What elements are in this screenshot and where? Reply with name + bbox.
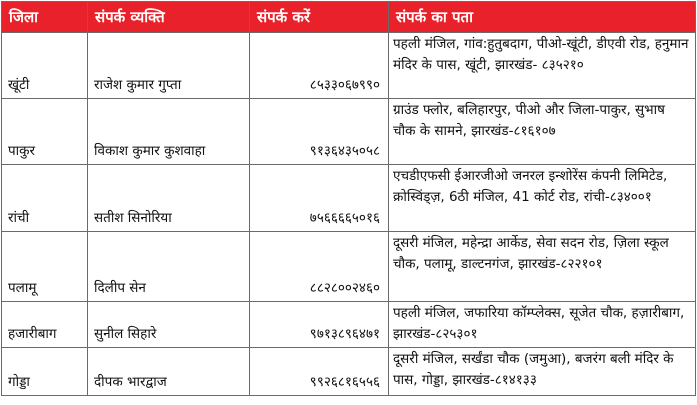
contact-person-cell: दिलीप सेन [88,232,250,302]
district-cell: रांची [2,165,88,232]
phone-cell: ७५६६६६५०१६ [250,165,389,232]
address-cell: एचडीएफसी ईआरजीओ जनरल इन्शोरेंस कंपनी लिमिटेड, क्रोस्विंड्ज़, 6ठी मंजिल, 41 कोर्ट रोड, रांची-८३४००१ [389,165,696,232]
address-cell: दूसरी मंजिल, सर्खंडा चौक (जमुआ), बजरंग बली मंदिर के पास, गोड्डा, झारखंड-८१४१३३ [389,348,696,396]
contact-person-cell: सतीश सिनोरिया [88,165,250,232]
header-address: संपर्क का पता [389,2,696,33]
district-cell: गोड्डा [2,348,88,396]
phone-cell: ८८२८००२४६० [250,232,389,302]
table-row [2,33,696,99]
phone-cell: ९१३६४३५०५८ [250,99,389,165]
contact-table [1,1,696,396]
contact-person-cell: दीपक भारद्वाज [88,348,250,396]
district-cell: हजारीबाग [2,302,88,348]
address-cell: ग्राउंड फ्लोर, बलिहारपुर, पीओ और जिला-पाकुर, सुभाष चौक के सामने, झारखंड-८१६१०७ [389,99,696,165]
table-row [2,232,696,302]
phone-cell: ९७१३८९६४७१ [250,302,389,348]
contact-person-cell: विकाश कुमार कुशवाहा [88,99,250,165]
table-row [2,348,696,396]
district-cell: खूंटी [2,33,88,99]
address-cell: दूसरी मंजिल, महेन्द्रा आर्केड, सेवा सदन रोड, ज़िला स्कूल चौक, पलामू, डाल्टनगंज, झारखंड-८२२१०१ [389,232,696,302]
phone-cell: ८५३३०६७९९० [250,33,389,99]
district-cell: पलामू [2,232,88,302]
table-header-row [2,2,696,33]
address-cell: पहली मंजिल, गांव:हुतुबदाग, पीओ-खूंटी, डीएवी रोड, हनुमान मंदिर के पास, खूंटी, झारखंड- ८३५२१० [389,33,696,99]
table-row [2,99,696,165]
header-district: जिला [2,2,88,33]
contact-person-cell: राजेश कुमार गुप्ता [88,33,250,99]
address-cell: पहली मंजिल, जफारिया कॉम्प्लेक्स, सूजेत चौक, हज़ारीबाग, झारखंड-८२५३०१ [389,302,696,348]
header-contact-number: संपर्क करें [250,2,389,33]
table-row [2,165,696,232]
district-cell: पाकुर [2,99,88,165]
phone-cell: ९९२६८१६५५६ [250,348,389,396]
header-contact-person: संपर्क व्यक्ति [88,2,250,33]
table-row [2,302,696,348]
contact-person-cell: सुनील सिहारे [88,302,250,348]
